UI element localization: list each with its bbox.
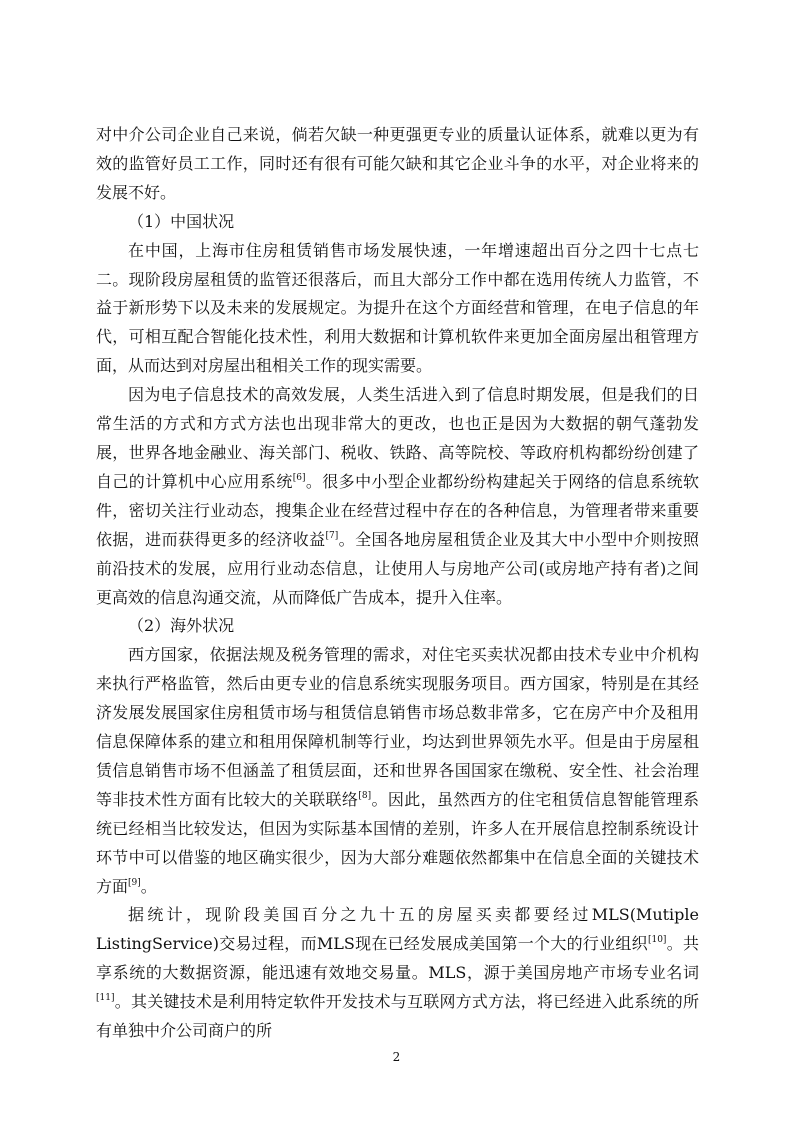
text-run: 。共享系统的大数据资源，能迅速有效地交易量。MLS，源于美国房地产市场专业名词 xyxy=(96,934,699,983)
citation-ref: [8] xyxy=(358,790,372,801)
citation-ref: [10] xyxy=(647,935,667,946)
citation-ref: [11] xyxy=(96,993,115,1004)
paragraph xyxy=(96,237,699,382)
text-run: 在中国，上海市住房租赁销售市场发展快速，一年增速超出百分之四十七点七二。现阶段房屋租赁的监管还很落后，而且大部分工作中都在选用传统人力监管，不益于新形势下以及未来的发展规定。为提升在这个方面经营和管理，在电子信息的年代，可相互配合智能化技术性，利用大数据和计算机软件来更加全面房屋出租管理方面，从而达到对房屋出租相关工作的现实需要。 xyxy=(96,240,699,376)
page-number: 2 xyxy=(392,1050,401,1064)
paragraph xyxy=(96,641,699,901)
citation-ref: [9] xyxy=(128,877,141,888)
section-heading xyxy=(96,612,699,641)
text-run: 对中介公司企业自己来说，倘若欠缺一种更强更专业的质量认证体系，就难以更为有效的监管好员工工作，同时还有很有可能欠缺和其它企业斗争的水平，对企业将来的发展不好。 xyxy=(96,125,699,202)
text-run: 。其关键技术是利用特定软件开发技术与互联网方式方法，将已经进入此系统的所有单独中介公司商户的所 xyxy=(96,992,699,1041)
text-run: （2）海外状况 xyxy=(128,616,235,636)
text-run: 因为电子信息技术的高效发展，人类生活进入到了信息时期发展，但是我们的日常生活的方式和方式方法也出现非常大的更改，也也正是因为大数据的朝气蓬勃发展，世界各地金融业、海关部门、税收、铁路、高等院校、等政府机构都纷纷创建了自己的计算机中心应用系统 xyxy=(96,385,699,491)
text-run: 。很多中小型企业都纷纷构建起关于网络的信息系统软件，密切关注行业动态，搜集企业在经营过程中存在的各种信息，为管理者带来重要依据，进而获得更多的经济收益 xyxy=(96,471,699,549)
citation-ref: [7] xyxy=(325,530,339,541)
text-run: 。因此，虽然西方的住宅租赁信息智能管理系统已经相当比较发达，但因为实际基本国情的差别，许多人在开展信息控制系统设计环节中可以借鉴的地区确实很少，因为大部分难题依然都集中在信息全面的关键技术方面 xyxy=(96,789,699,896)
paragraph-continuation xyxy=(96,121,699,208)
text-run: 据统计，现阶段美国百分之九十五的房屋买卖都要经过MLS(Mutiple ListingService)交易过程，而MLS现在已经发展成美国第一个大的行业组织 xyxy=(96,905,699,954)
paragraph xyxy=(96,901,699,1046)
body-text xyxy=(96,121,699,1046)
text-run: 。 xyxy=(140,876,157,896)
section-heading xyxy=(96,208,699,237)
text-run: （1）中国状况 xyxy=(128,211,235,231)
text-run: 西方国家，依据法规及税务管理的需求，对住宅买卖状况都由技术专业中介机构来执行严格监管，然后由更专业的信息系统实现服务项目。西方国家，特别是在其经济发展发展国家住房租赁市场与租赁信息销售市场总数非常多，它在房产中介及租用信息保障体系的建立和租用保障机制等行业，均达到世界领先水平。但是由于房屋租赁信息销售市场不但涵盖了租赁层面，还和世界各国国家在缴税、安全性、社会治理等非技术性方面有比较大的关联联络 xyxy=(96,645,699,809)
paragraph xyxy=(96,381,699,612)
citation-ref: [6] xyxy=(292,472,306,483)
text-run: 。全国各地房屋租赁企业及其大中小型中介则按照前沿技术的发展，应用行业动态信息，让使用人与房地产公司(或房地产持有者)之间更高效的信息沟通交流，从而降低广告成本，提升入住率。 xyxy=(96,529,699,607)
